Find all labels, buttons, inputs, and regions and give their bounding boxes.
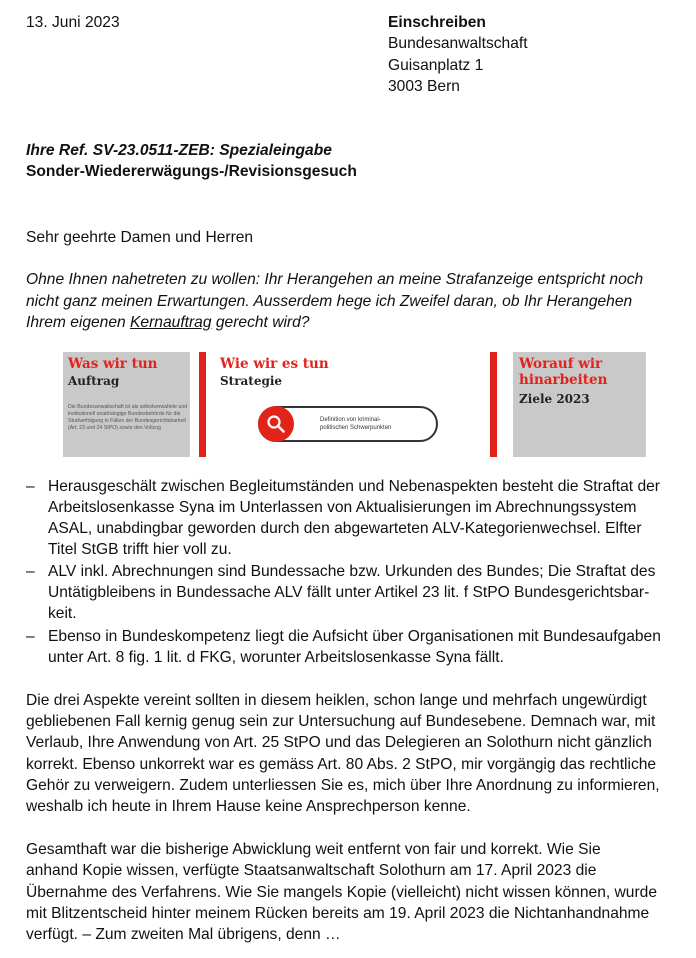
bullet-line: unter Art. 8 fig. 1 lit. d FKG, worunter Arbeitslosenkasse Syna fällt.	[48, 649, 504, 666]
panel-subtitle: Auftrag	[68, 374, 120, 388]
kernauftrag-link[interactable]: Kernauftrag	[130, 314, 212, 331]
panel-title: Worauf wir hinarbeiten	[519, 356, 608, 388]
panel-strategie	[215, 352, 465, 457]
bullet-marker: –	[26, 563, 35, 580]
paragraph-line: verfügt. – Zum zweiten Mal übrigens, denn …	[26, 926, 341, 943]
paragraph-line: Gehör zu verweigern. Zudem unterliessen Sie es, mich über Ihre Anordnung zu informieren,	[26, 777, 660, 794]
intro-text: gerecht wird?	[211, 314, 310, 331]
magnifier-icon	[258, 406, 294, 442]
paragraph-line: korrekt. Ebenso unkorrekt war es gemäss Art. 80 Abs. 2 StPO, mir vorgängig das rechtliche	[26, 756, 657, 773]
bullet-line: Titel StGB trifft hier voll zu.	[48, 541, 232, 558]
panel-subtitle: Strategie	[220, 374, 283, 388]
intro-line: nicht ganz meinen Erwartungen. Ausserdem hege ich Zweifel daran, ob Ihr Herangehen	[26, 293, 633, 310]
recipient-street: Guisanplatz 1	[388, 57, 484, 74]
recipient-name: Bundesanwaltschaft	[388, 35, 528, 52]
bullet-line: Ebenso in Bundeskompetenz liegt die Aufsicht über Organisationen mit Bundesaufgaben	[48, 628, 661, 645]
recipient-city: 3003 Bern	[388, 78, 460, 95]
paragraph-line: Die drei Aspekte vereint sollten in diesem heiklen, schon lange und mehrfach ungewürdigt	[26, 692, 647, 709]
intro-line	[26, 312, 309, 333]
bullet-line: Untätigbleibens in Bundessache ALV fällt unter Artikel 23 lit. f StPO Bundesgerichtsbar-	[48, 584, 650, 601]
paragraph-line: gebliebenen Fall kernig genug sein zur Untersuchung auf Bundesebene. Demnach war, mit	[26, 713, 656, 730]
bullet-line: keit.	[48, 605, 77, 622]
subject-title: Sonder-Wiedererwägungs-/Revisionsgesuch	[26, 163, 357, 180]
paragraph-line: Verlaub, Ihre Anwendung von Art. 25 StPO und das Delegieren an Solothurn nicht gänzlich	[26, 734, 652, 751]
bullet-line: ALV inkl. Abrechnungen sind Bundessache bzw. Urkunden des Bundes; Die Straftat des	[48, 563, 656, 580]
panel-title: Wie wir es tun	[220, 356, 329, 372]
intro-text: Ihrem eigenen	[26, 314, 131, 331]
strategy-pill	[258, 406, 438, 442]
paragraph-line: Gesamthaft war die bisherige Abwicklung weit entfernt von fair und korrekt. Wie Sie	[26, 841, 601, 858]
paragraph-line: anhand Kopie wissen, verfügte Staatsanwaltschaft Solothurn am 17. April 2023 die	[26, 862, 597, 879]
paragraph-line: Übernahme des Verfahrens. Wie Sie mangels Kopie (vielleicht) nicht wissen können, wurde	[26, 884, 657, 901]
bullet-line: Herausgeschält zwischen Begleitumständen und Nebenaspekten besteht die Straftat der	[48, 478, 661, 495]
bullet-marker: –	[26, 478, 35, 495]
paragraph-line: weshalb ich heute in Ihrem Hause keine Ansprechperson kenne.	[26, 798, 471, 815]
bullet-marker: –	[26, 628, 35, 645]
pill-text: Definition von kriminal- politischen Schwerpunkten	[320, 417, 392, 431]
red-divider	[199, 352, 206, 457]
bullet-line: Arbeitslosenkasse Syna im Unterlassen von Aktualisierungen im Abrechnungssystem	[48, 499, 637, 516]
panel-ziele	[513, 352, 646, 457]
paragraph-line: mit Blitzentscheid hinter meinem Rücken bereits am 19. April 2023 die Nichtanhandnahme	[26, 905, 650, 922]
letter-date: 13. Juni 2023	[26, 14, 120, 31]
panel-subtitle: Ziele 2023	[519, 392, 590, 406]
bullet-line: ASAL, unabdingbar geworden durch den abgewarteten ALV-Kategorienwechsel. Elfter	[48, 520, 642, 537]
intro-line: Ohne Ihnen nahetreten zu wollen: Ihr Herangehen an meine Strafanzeige entspricht noch	[26, 271, 644, 288]
subject-reference: Ihre Ref. SV-23.0511-ZEB: Spezialeingabe	[26, 142, 332, 159]
website-excerpt-figure	[63, 352, 646, 457]
panel-text: Die Bundesanwaltschaft ist als selbstverwaltete und institutionell unabhängige Bundesbehörde für die Strafverfolgung in Fällen der Bundesgerichtsbarkeit (Art. 23 und 24 StPO) sowie den Vollzug	[68, 404, 188, 431]
panel-title: Was wir tun	[68, 356, 158, 372]
salutation: Sehr geehrte Damen und Herren	[26, 229, 254, 246]
red-divider	[490, 352, 497, 457]
panel-auftrag	[63, 352, 190, 457]
delivery-type: Einschreiben	[388, 14, 486, 31]
